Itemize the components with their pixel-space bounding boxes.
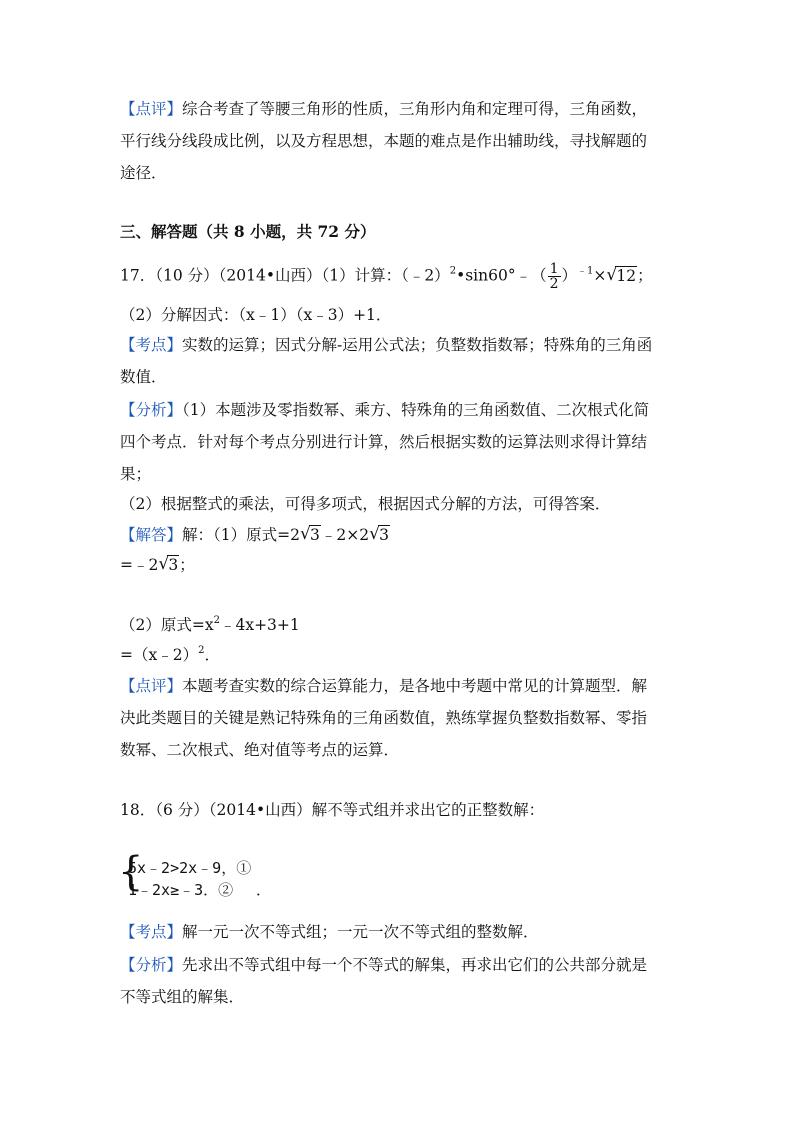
q17-jieda-1: 【解答】解：（1）原式=2 √ 3﹣2×2 √ 3 bbox=[120, 524, 389, 544]
fenxi-tag: 【分析】 bbox=[120, 956, 183, 974]
inequality-dot: ． bbox=[256, 881, 272, 899]
comment-line-2: 平行线分线段成比例，以及方程思想，本题的难点是作出辅助线，寻找解题的 bbox=[120, 132, 648, 150]
comment-line-1: 【点评】综合考查了等腰三角形的性质，三角形内角和定理可得，三角函数， bbox=[120, 100, 648, 118]
q17-fenxi-4: （2）根据整式的乘法，可得多项式，根据因式分解的方法，可得答案． bbox=[120, 495, 611, 513]
inequality-1: 5x﹣2>2x﹣9，① bbox=[128, 859, 252, 877]
section-title: 三、解答题（共 8 小题，共 72 分） bbox=[120, 222, 376, 241]
left-brace: { bbox=[118, 849, 144, 895]
kaodian-tag: 【考点】 bbox=[120, 336, 183, 354]
q17-fenxi-3: 果； bbox=[120, 465, 152, 483]
inequality-system bbox=[118, 849, 298, 899]
fenxi-tag: 【分析】 bbox=[120, 401, 183, 419]
q17-dianping-2: 决此类题目的关键是熟记特殊角的三角函数值，熟练掌握负整数指数幂、零指 bbox=[120, 709, 648, 727]
inequality-2: 1﹣2x≥﹣3．② bbox=[128, 881, 234, 899]
q17-dianping-3: 数幂、二次根式、绝对值等考点的运算． bbox=[120, 741, 400, 759]
dianping-tag: 【点评】 bbox=[120, 677, 183, 695]
q17-jieda-4: =（x﹣2）$^2$． bbox=[120, 645, 220, 664]
q17-kaodian-1: 【考点】实数的运算；因式分解-运用公式法；负整数指数幂；特殊角的三角函 bbox=[120, 336, 653, 354]
q17-jieda-2: =﹣2 √ 3； bbox=[120, 554, 195, 574]
comment-line-3: 途径． bbox=[120, 164, 167, 182]
sqrt-3: √ 3 bbox=[369, 524, 389, 544]
q18-kaodian: 【考点】解一元一次不等式组；一元一次不等式组的整数解． bbox=[120, 923, 539, 941]
kaodian-tag: 【考点】 bbox=[120, 923, 183, 941]
q17-part2: （2）分解因式：（x﹣1）（x﹣3）+1． bbox=[120, 306, 392, 324]
sqrt-3: √ 3 bbox=[299, 524, 320, 544]
q18-statement: 18．（6 分）（2014•山西）解不等式组并求出它的正整数解： bbox=[120, 801, 545, 819]
q17-fenxi-1: 【分析】（1）本题涉及零指数幂、乘方、特殊角的三角函数值、二次根式化简 bbox=[120, 401, 650, 419]
q17-fenxi-2: 四个考点．针对每个考点分别进行计算，然后根据实数的运算法则求得计算结 bbox=[120, 433, 648, 451]
q17-kaodian-2: 数值． bbox=[120, 368, 167, 386]
q17-dianping-1: 【点评】本题考查实数的综合运算能力，是各地中考题中常见的计算题型．解 bbox=[120, 677, 648, 695]
q17-jieda-3: （2）原式$=x^2﹣4x+3+1$ bbox=[120, 615, 300, 634]
q18-fenxi-2: 不等式组的解集． bbox=[120, 988, 245, 1006]
comment-tag: 【点评】 bbox=[120, 100, 183, 118]
sqrt-3: √ 3 bbox=[158, 554, 179, 574]
q18-fenxi-1: 【分析】先求出不等式组中每一个不等式的解集，再求出它们的公共部分就是 bbox=[120, 956, 648, 974]
q17-statement: 17．（10 分）（2014•山西）（1）计算：（﹣2）$^2$•sin60°﹣（ $\frac{1}{2}$ ）$^{﹣1}$× √ 12； bbox=[120, 261, 653, 292]
fraction-one-half: $\frac{1}{2}$ bbox=[549, 261, 559, 292]
jieda-tag: 【解答】 bbox=[120, 526, 183, 544]
sqrt-12: √ 12 bbox=[606, 264, 637, 285]
